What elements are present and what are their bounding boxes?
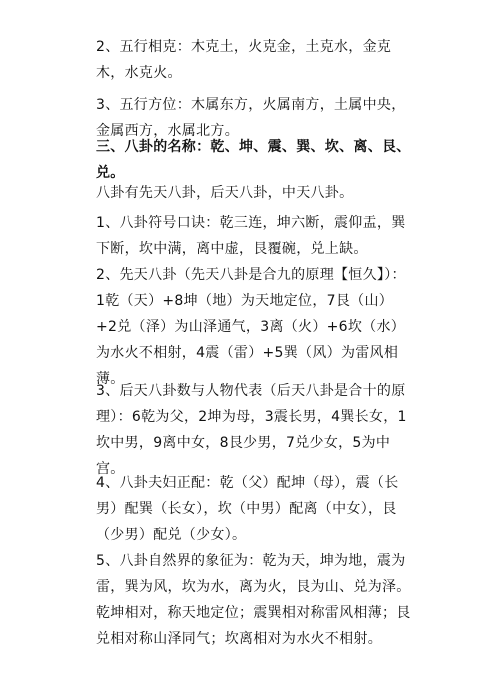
paragraph-bagua-nature-symbols: 5、八卦自然界的象征为：乾为天，坤为地，震为雷，巽为风，坎为水，离为火，艮为山、兑为泽。乾坤相对，称天地定位；震巽相对称雷风相薄；艮兑相对称山泽同气；坎离相对为水火不相射。: [96, 553, 411, 647]
section-heading-bagua-names: 三、八卦的名称：乾、坤、震、巽、坎、离、艮、兑。: [96, 139, 411, 181]
paragraph-bagua-mnemonic: 1、八卦符号口诀：乾三连，坤六断，震仰盂，巽下断，坎中满，离中虚，艮覆碗，兑上缺。: [96, 215, 406, 257]
paragraph-bagua-types: 八卦有先天八卦，后天八卦，中天八卦。: [96, 185, 354, 201]
paragraph-xiantian-bagua: 2、先天八卦（先天八卦是合九的原理【恒久】）：1乾（天）+8坤（地）为天地定位，7艮（山）+2兑（泽）为山泽通气，3离（火）+6坎（水）为水火不相射，4震（雷）+5巽（风）为雷风相薄。: [96, 267, 406, 387]
paragraph-bagua-couples: 4、八卦夫妇正配：乾（父）配坤（母），震（长男）配巽（长女），坎（中男）配离（中女），艮（少男）配兑（少女）。: [96, 475, 399, 543]
paragraph-wuxing-direction: 3、五行方位：木属东方，火属南方，土属中央，金属西方，水属北方。: [96, 97, 406, 139]
paragraph-wuxing-restraint: 2、五行相克：木克土，火克金，土克水，金克木，水克火。: [96, 39, 392, 81]
paragraph-houtian-bagua: 3、后天八卦数与人物代表（后天八卦是合十的原理）：6乾为父，2坤为母，3震长男，4巽长女，1坎中男，9离中女，8艮少男，7兑少女，5为中宫。: [96, 383, 407, 477]
